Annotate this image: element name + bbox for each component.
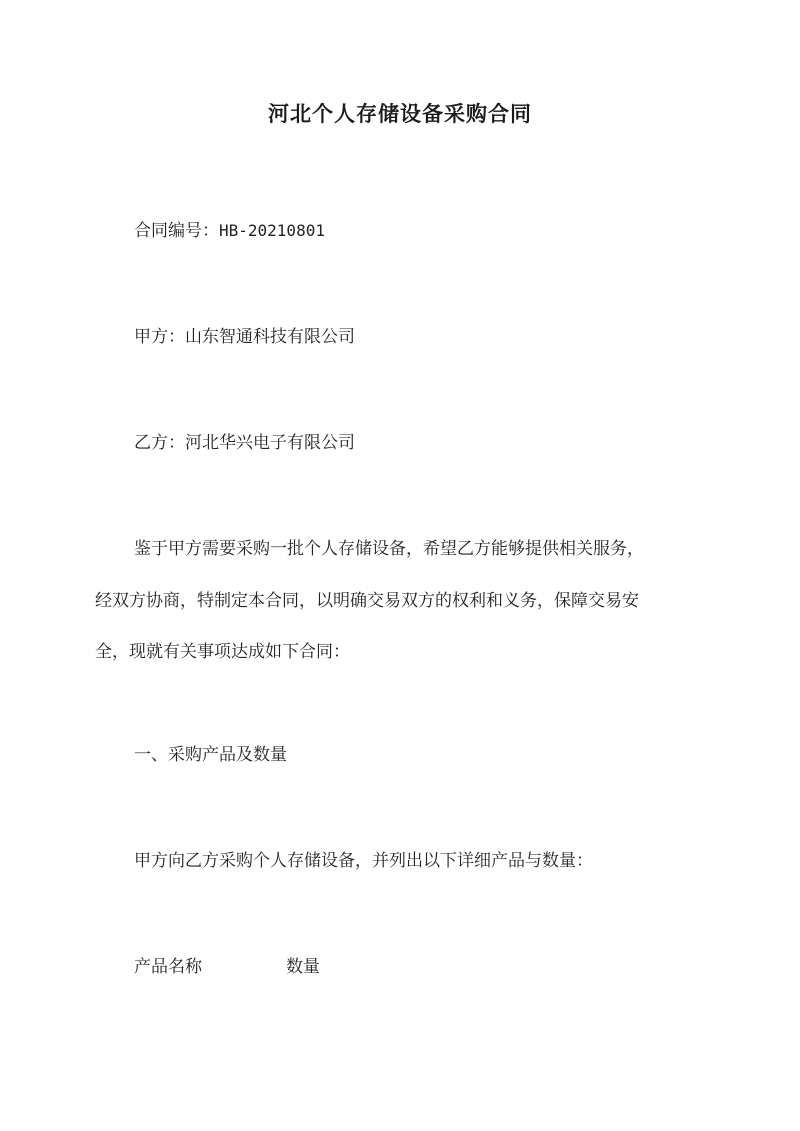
document-title: 河北个人存储设备采购合同 — [268, 101, 532, 126]
table-header-product-name: 产品名称 — [134, 957, 202, 977]
contract-number-label: 合同编号： — [134, 221, 219, 241]
table-header-quantity: 数量 — [286, 957, 320, 977]
contract-number-value: HB-20210801 — [219, 221, 325, 240]
section-1-heading: 一、采购产品及数量 — [134, 745, 287, 765]
preamble-line-2: 经双方协商，特制定本合同，以明确交易双方的权利和义务，保障交易安 — [95, 591, 639, 611]
preamble-line-1: 鉴于甲方需要采购一批个人存储设备，希望乙方能够提供相关服务， — [134, 539, 644, 559]
party-b-line: 乙方：河北华兴电子有限公司 — [134, 433, 355, 453]
party-a-line: 甲方：山东智通科技有限公司 — [134, 327, 355, 347]
preamble-line-3: 全，现就有关事项达成如下合同： — [95, 642, 350, 662]
section-1-intro: 甲方向乙方采购个人存储设备，并列出以下详细产品与数量： — [134, 851, 593, 871]
contract-number-line — [134, 220, 325, 242]
